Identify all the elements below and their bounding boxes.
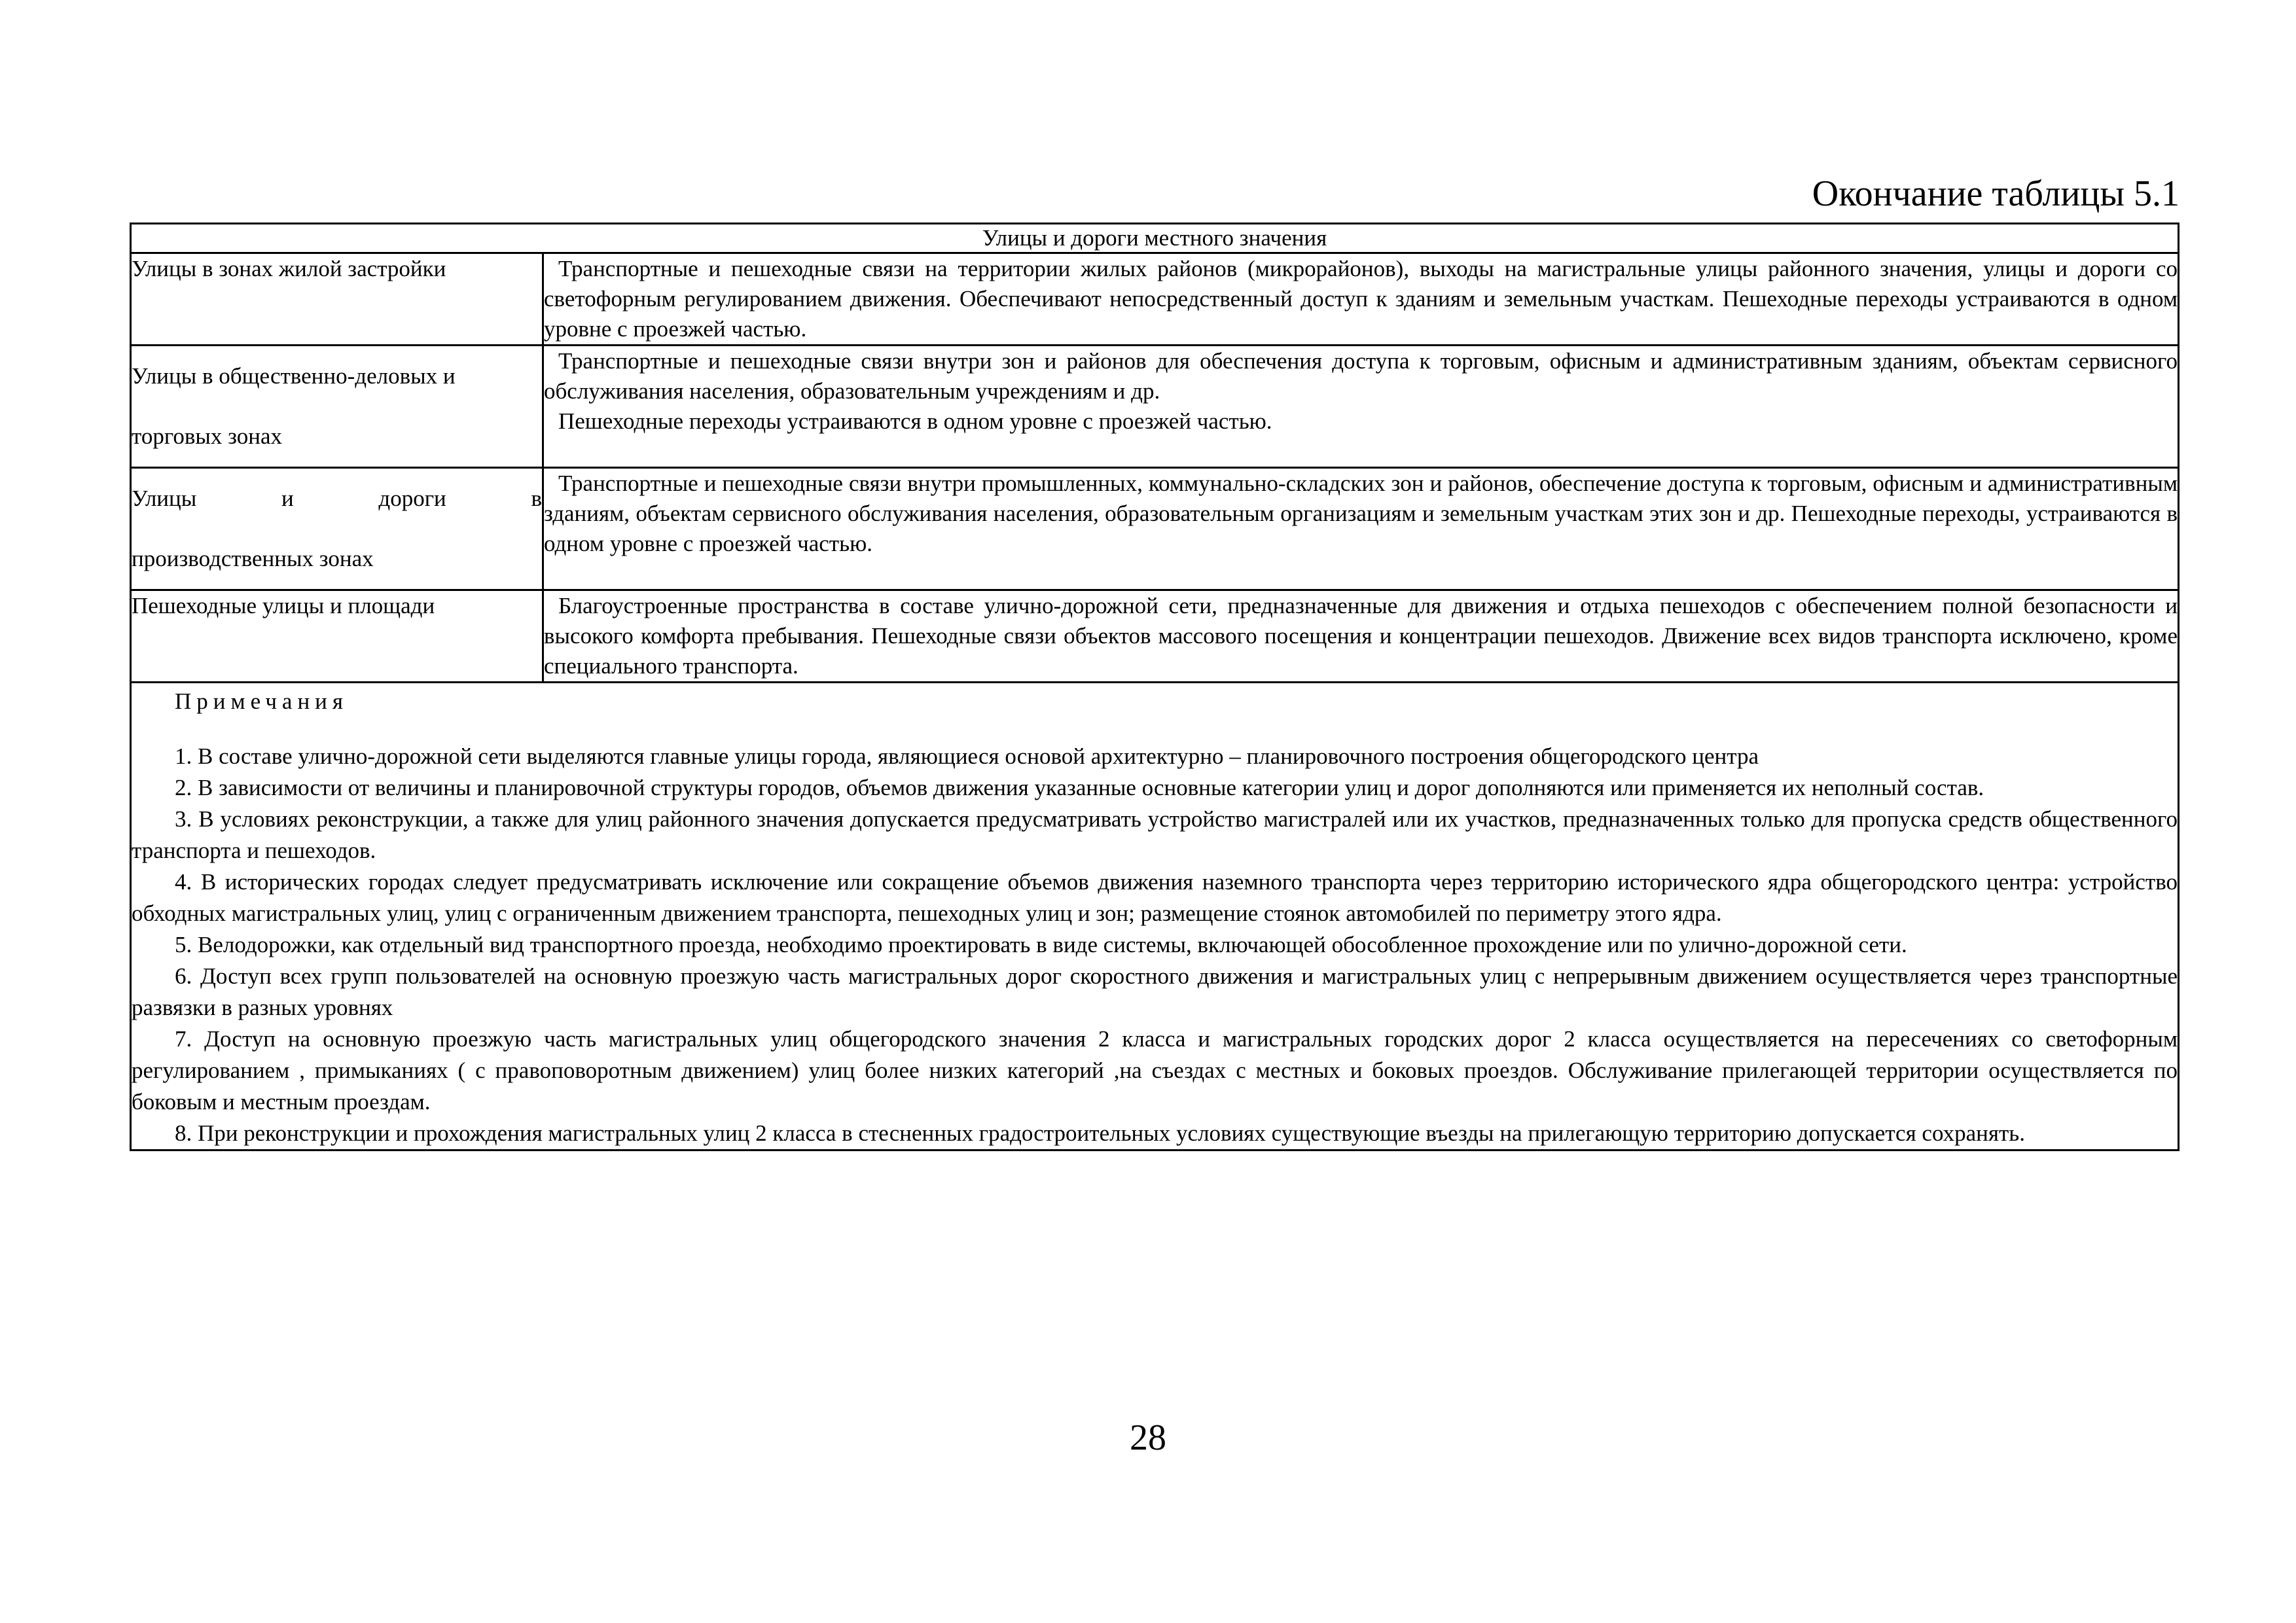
page-number: 28: [1130, 1418, 1166, 1458]
table-row: [131, 590, 2179, 683]
note-item: 1. В составе улично-дорожной сети выделяются главные улицы города, являющиеся основой архитектурно – планировочного построения общегородского центра: [175, 743, 1759, 769]
table-row: [131, 346, 2179, 468]
description-paragraph: Транспортные и пешеходные связи внутри зон и районов для обеспечения доступа к торговым, офисным и административным зданиям, объектам сервисного обслуживания населения, образовательным учреждениям и др.: [544, 348, 2178, 404]
note-item: 5. Велодорожки, как отдельный вид транспортного проезда, необходимо проектировать в виде системы, включающей обособленное прохождение или по улично-дорожной сети.: [175, 932, 1907, 957]
category-name: Улицы в общественно-деловых и торговых зонах: [131, 346, 543, 468]
category-description: [543, 468, 2179, 590]
description-paragraph: Транспортные и пешеходные связи внутри промышленных, коммунально-складских зон и районов, обеспечение доступа к торговым, офисным и административным зданиям, объектам сервисного обслуживания населения, образовательным организациям и земельным участкам этих зон и др. Пешеходные переходы, устраиваются в одном уровне с проезжей частью.: [544, 471, 2178, 556]
category-description: [543, 590, 2179, 683]
table-row: [131, 253, 2179, 346]
note-item: 8. При реконструкции и прохождения магистральных улиц 2 класса в стесненных градостроительных условиях существующие въезды на прилегающую территорию допускается сохранять.: [175, 1120, 2025, 1146]
category-name: Пешеходные улицы и площади: [131, 590, 543, 683]
category-name-line: производственных зонах: [132, 546, 374, 571]
table-caption: Окончание таблицы 5.1: [1812, 173, 2179, 214]
table-row-section-header: [131, 224, 2179, 253]
note-item: 3. В условиях реконструкции, а также для улиц районного значения допускается предусматривать устройство магистралей или их участков, предназначенных только для пропуска средств общественного транспорта и пешеходов.: [132, 806, 2178, 863]
description-paragraph: Благоустроенные пространства в составе улично-дорожной сети, предназначенные для движения и отдыха пешеходов с обеспечением полной безопасности и высокого комфорта пребывания. Пешеходные связи объектов массового посещения и концентрации пешеходов. Движение всех видов транспорта исключено, кроме специального транспорта.: [544, 593, 2178, 679]
section-title: Улицы и дороги местного значения: [131, 224, 2179, 253]
category-name-line: Улицы и дороги в: [132, 486, 542, 511]
street-categories-table: [130, 223, 2179, 1151]
category-description: [543, 346, 2179, 468]
notes-title: Примечания: [175, 688, 349, 714]
category-name: [131, 468, 543, 590]
description-paragraph: Пешеходные переходы устраиваются в одном уровне с проезжей частью.: [558, 408, 1272, 434]
note-item: 7. Доступ на основную проезжую часть магистральных улиц общегородского значения 2 класса и магистральных городских дорог 2 класса осуществляется на пересечениях со светофорным регулированием , примыканиях ( с правоповоротным движением) улиц более низких категорий ,на съездах с местных и боковых проездов. Обслуживание прилегающей территории осуществляется по боковым и местным проездам.: [132, 1026, 2178, 1115]
category-description: [543, 253, 2179, 346]
table-row: [131, 468, 2179, 590]
category-name: Улицы в зонах жилой застройки: [131, 253, 543, 346]
note-item: 4. В исторических городах следует предусматривать исключение или сокращение объемов движения наземного транспорта через территорию исторического ядра общегородского центра: устройство обходных магистральных улиц, улиц с ограниченным движением транспорта, пешеходных улиц и зон; размещение стоянок автомобилей по периметру этого ядра.: [132, 869, 2178, 926]
description-paragraph: Транспортные и пешеходные связи на территории жилых районов (микрорайонов), выходы на магистральные улицы районного значения, улицы и дороги со светофорным регулированием движения. Обеспечивают непосредственный доступ к зданиям и земельным участкам. Пешеходные переходы устраиваются в одном уровне с проезжей частью.: [544, 256, 2178, 342]
table-row-notes: [131, 683, 2179, 1150]
note-item: 6. Доступ всех групп пользователей на основную проезжую часть магистральных дорог скоростного движения и магистральных улиц с непрерывным движением осуществляется через транспортные развязки в разных уровнях: [132, 963, 2178, 1020]
notes-section: [131, 683, 2179, 1150]
note-item: 2. В зависимости от величины и планировочной структуры городов, объемов движения указанные основные категории улиц и дорог дополняются или применяется их неполный состав.: [175, 775, 1984, 800]
